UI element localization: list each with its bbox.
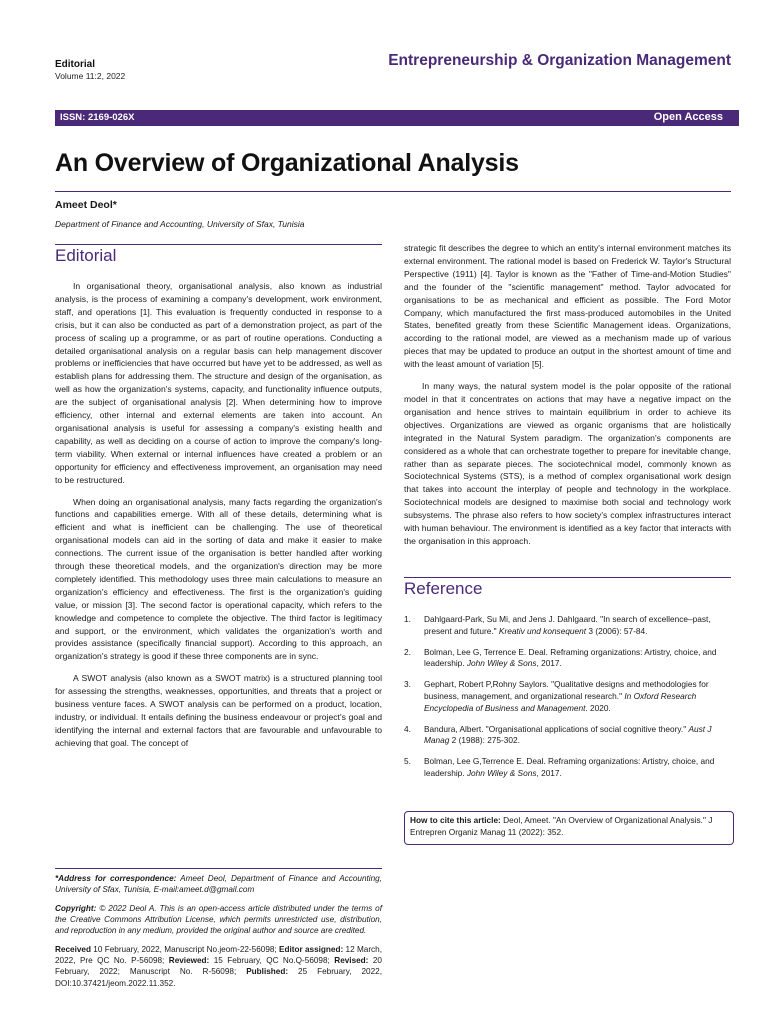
body-paragraph: strategic fit describes the degree to which an entity's internal environment matches its external environment. The rational model is based on Frederick W. Taylor's Structural Perspective (1911) [4]. Taylor is known as the "Father of Time-and-Motion Studies" and the founder of the "scientific management" method. Taylor advocated for organisations to be as mechanical and efficient as possible. The Ford Motor Company, which manufactured the first mass-produced automobiles in the United States, benefited greatly from these Scientific Management ideas. Organizations, according to the rational model, are viewed as a mechanism made up of various pieces that may be updated to produce an output in the shortest amount of time and with the least amount of variation [5]. [404,243,731,370]
copyright-note [55,903,382,937]
journal-title: Entrepreneurship & Organization Management [388,52,731,69]
reference-text: Bandura, Albert. "Organisational applications of social cognitive theory." [424,723,689,734]
revised-text: 20 February, 2022; Manuscript No. R-56098; [55,956,382,977]
body-paragraph: A SWOT analysis (also known as a SWOT matrix) is a structured planning tool for assessing the strengths, weaknesses, opportunities, and threats that a project or business venture faces. A SWOT analysis can be performed on a product, location, industry, or individual. It entails defining the business endeavour or project's goal and identifying the internal and external factors that are favourable and unfavourable to achieving that goal. The concept of [55,673,382,748]
reference-heading: Reference [404,579,483,598]
reference-text: Gephart, Robert P,Rohny Saylors. "Qualitative designs and methodologies for business, management, and organizational research." [424,679,709,701]
section-label: Editorial [55,59,96,70]
reference-source: Kreativ und konsequent [498,625,587,636]
copyright-text: © 2022 Deol A. This is an open-access article distributed under the terms of the Creative Commons Attribution License, which permits unrestricted use, distribution, and reproduction in any medium, provided the original author and source are credited. [55,904,382,936]
revised-label: Revised: [334,956,369,966]
reference-number: 1. [404,614,411,624]
reference-tail: 3 (2006): 57-84. [586,625,648,636]
issn: ISSN: 2169-026X [60,112,135,123]
volume-info: Volume 11:2, 2022 [55,71,126,81]
citation-label: How to cite this article: [410,815,501,825]
citation-text: Deol, Ameet. "An Overview of Organizational Analysis." J Entrepren Organiz Manag 11 (2022): 352. [410,815,713,837]
reference-number: 3. [404,679,411,690]
reference-text: Dahlgaard-Park, Su Mi, and Jens J. Dahlgaard. "In search of excellence–past, present and future." [424,614,711,636]
right-column-body [404,242,731,557]
article-author: Ameet Deol* [55,199,117,211]
reference-source: In Oxford Research Encyclopedia of Business and Management [424,690,697,713]
citation-box [404,811,734,845]
reviewed-label: Reviewed: [168,956,210,966]
reference-list [404,614,724,789]
reference-tail: , 2017. [536,767,562,778]
reference-tail: . 2020. [585,702,611,713]
reference-item [404,647,724,670]
reference-number: 2. [404,646,411,657]
dates-note [55,944,382,989]
reference-number: 5. [404,756,411,767]
editorial-heading: Editorial [55,246,117,265]
title-divider [55,191,731,192]
published-label: Published: [246,967,289,977]
reference-text: Bolman, Lee G, Terrence E. Deal. Reframing organizations: Artistry, choice, and leadership. [424,646,717,669]
published-text: 25 February, 2022, DOI:10.37421/jeom.2022.11.352. [55,967,382,988]
assigned-label: Editor assigned: [279,945,344,954]
open-access-badge: Open Access [653,111,723,123]
reference-source: John Wiley & Sons [466,767,537,778]
correspondence-note [55,873,382,895]
reference-item [404,756,724,779]
reference-text: Bolman, Lee G,Terrence E. Deal. Reframing organizations: Artistry, choice, and leadership. [424,756,715,778]
reference-heading-rule [404,577,731,578]
reference-item [404,724,724,747]
reference-tail: , 2017. [536,658,562,669]
reference-source: Aust J Manag [424,723,712,746]
editorial-heading-rule [55,244,382,245]
copyright-label: Copyright: [55,904,97,913]
issn-bar [55,110,739,126]
reference-item [404,614,724,637]
reference-item [404,679,724,714]
assigned-text: 12 March, 2022, Pre QC No. P-56098; [55,945,382,966]
body-paragraph: When doing an organisational analysis, many facts regarding the organization's functions and capabilities emerge. With all of these details, determining what is efficient and what is inefficient can be challenging. The use of theoretical organisational models can aid in the sorting of data and make it easier to make connections. The current issue of the organisation is better handled after working through these theoretical models, and the organization's direction may be more completely identified. This methodology uses three main calculations to measure an organization's efficiency and effectiveness. The first is the organization's guiding value, or mission [3]. The second factor is operational capacity, which refers to the knowledge and competence to complete the objective. The third factor is legitimacy and support, or the environment, which validates the organization's worth and provides assistance (specifically financial support). According to this approach, an organization's strategy is good if these three components are in sync. [55,496,382,662]
reference-number: 4. [404,723,411,734]
footnote-divider [55,868,382,869]
article-title: An Overview of Organizational Analysis [55,149,519,177]
received-label: Received [55,945,91,954]
left-column-body [55,280,382,759]
reference-source: John Wiley & Sons [466,658,537,669]
reviewed-text: 15 February, QC No.Q-56098; [209,956,335,966]
correspondence-text: Ameet Deol, Department of Finance and Accounting, University of Sfax, Tunisia, E-mail:ameet.d@gmail.com [55,874,382,895]
body-paragraph: In many ways, the natural system model is the polar opposite of the rational model in that it concentrates on actions that may have a negative impact on the organisation and hence strives to maintain equilibrium in order to achieve its objectives. Organizations are viewed as organic organisms that are holistically integrated in the Natural System paradigm. The organization's components are considered as a whole that can orchestrate together to prepare for inevitable change, rather than as separate pieces. The sociotechnical model, commonly known as Sociotechnical Systems (STS), is a method of complex organisational work design that takes into account the interplay of people and technology in the workplace. Sociotechnical models are designed to maximise both social and technology work subsystems. The phrase also refers to how society's complex infrastructures interact with human behaviour. The environment is identified as a key factor that interacts with the organisation in this approach. [404,381,731,546]
author-affiliation: Department of Finance and Accounting, University of Sfax, Tunisia [55,219,305,229]
received-text: 10 February, 2022, Manuscript No.jeom-22-56098; [90,945,280,954]
body-paragraph: In organisational theory, organisational analysis, also known as industrial analysis, is the process of examining a company's development, work environment, staff, and operations [1]. This evaluation is frequently conducted in response to a crisis, but it can also be conducted as part of a demonstration project, as part of the process of scaling up a programme, or as part of routine operations. Conducting a detailed organisational analysis on a regular basis can help management discover problems or inefficiencies that have occurred but have yet to be addressed, as well as establish plans for addressing them. The structure and design of the organisation, as well as how the organization's systems, capacity, and functionality influence outputs, are the subject of organisational analysis [2]. When determining how to improve efficiency, other internal and external elements are taken into account. An organisational analysis is useful for assessing a company's existing health and capability, as well as deciding on a course of action to improve the company's long-term viability. When external or internal influences have created a problem or an opportunity for efficiency and effectiveness improvement, an organisation may need to be restructured. [55,281,382,485]
reference-tail: 2 (1988): 275-302. [449,735,520,746]
correspondence-label: *Address for correspondence: [55,874,177,883]
